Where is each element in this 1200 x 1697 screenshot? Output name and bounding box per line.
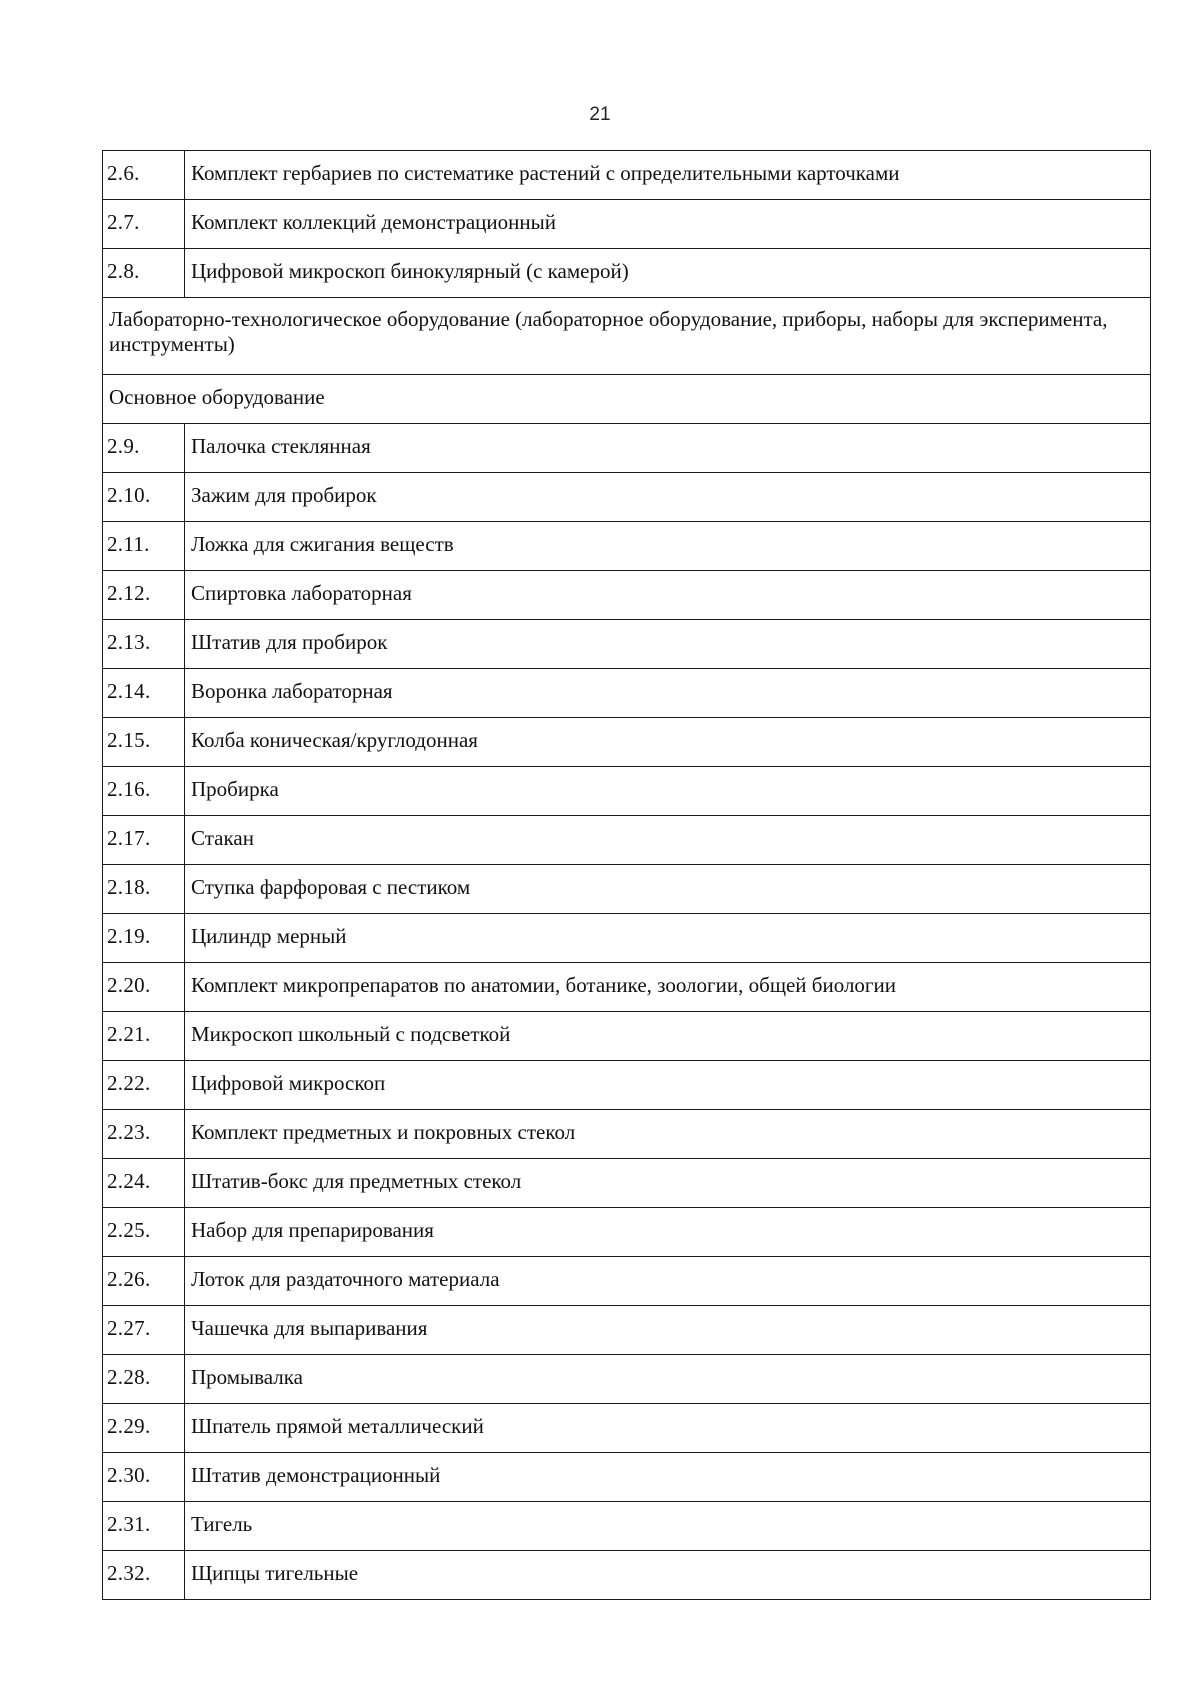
- item-number-cell: 2.9.: [103, 424, 185, 473]
- item-name-cell: Комплект гербариев по систематике растений с определительными карточками: [185, 151, 1151, 200]
- item-number-cell: 2.11.: [103, 522, 185, 571]
- item-number-cell: 2.23.: [103, 1110, 185, 1159]
- section-header-cell: Основное оборудование: [103, 375, 1151, 424]
- table-row: [103, 1306, 1151, 1355]
- item-number-cell: 2.32.: [103, 1551, 185, 1600]
- table-row: [103, 1061, 1151, 1110]
- item-number-cell: 2.8.: [103, 249, 185, 298]
- table-row: [103, 200, 1151, 249]
- item-name-cell: Чашечка для выпаривания: [185, 1306, 1151, 1355]
- item-name-cell: Штатив демонстрационный: [185, 1453, 1151, 1502]
- table-row: [103, 865, 1151, 914]
- item-number-cell: 2.31.: [103, 1502, 185, 1551]
- item-name-cell: Пробирка: [185, 767, 1151, 816]
- table-row: [103, 718, 1151, 767]
- section-header-row: [103, 375, 1151, 424]
- item-number-cell: 2.25.: [103, 1208, 185, 1257]
- item-name-cell: Штатив-бокс для предметных стекол: [185, 1159, 1151, 1208]
- table-row: [103, 620, 1151, 669]
- item-name-cell: Штатив для пробирок: [185, 620, 1151, 669]
- page-number: 21: [589, 104, 611, 125]
- item-number-cell: 2.15.: [103, 718, 185, 767]
- item-name-cell: Цифровой микроскоп: [185, 1061, 1151, 1110]
- item-name-cell: Воронка лабораторная: [185, 669, 1151, 718]
- item-name-cell: Спиртовка лабораторная: [185, 571, 1151, 620]
- item-number-cell: 2.24.: [103, 1159, 185, 1208]
- item-number-cell: 2.20.: [103, 963, 185, 1012]
- table-row: [103, 424, 1151, 473]
- table-row: [103, 473, 1151, 522]
- table-row: [103, 1355, 1151, 1404]
- item-number-cell: 2.13.: [103, 620, 185, 669]
- table-row: [103, 1502, 1151, 1551]
- item-number-cell: 2.27.: [103, 1306, 185, 1355]
- equipment-table: [102, 150, 1151, 1600]
- item-number-cell: 2.14.: [103, 669, 185, 718]
- item-name-cell: Микроскоп школьный с подсветкой: [185, 1012, 1151, 1061]
- table-row: [103, 1012, 1151, 1061]
- table-row: [103, 249, 1151, 298]
- section-header-row: [103, 298, 1151, 375]
- item-name-cell: Палочка стеклянная: [185, 424, 1151, 473]
- table-row: [103, 1453, 1151, 1502]
- table-row: [103, 914, 1151, 963]
- table-row: [103, 151, 1151, 200]
- item-name-cell: Цифровой микроскоп бинокулярный (с камерой): [185, 249, 1151, 298]
- table-row: [103, 816, 1151, 865]
- item-number-cell: 2.17.: [103, 816, 185, 865]
- equipment-table-body: [103, 151, 1151, 1600]
- item-number-cell: 2.28.: [103, 1355, 185, 1404]
- section-header-cell: Лабораторно-технологическое оборудование (лабораторное оборудование, приборы, наборы для эксперимента, инструменты): [103, 298, 1151, 375]
- table-row: [103, 1208, 1151, 1257]
- item-name-cell: Ступка фарфоровая с пестиком: [185, 865, 1151, 914]
- table-row: [103, 1551, 1151, 1600]
- item-name-cell: Колба коническая/круглодонная: [185, 718, 1151, 767]
- item-name-cell: Лоток для раздаточного материала: [185, 1257, 1151, 1306]
- item-name-cell: Тигель: [185, 1502, 1151, 1551]
- item-name-cell: Комплект коллекций демонстрационный: [185, 200, 1151, 249]
- table-row: [103, 963, 1151, 1012]
- table-row: [103, 1257, 1151, 1306]
- item-name-cell: Зажим для пробирок: [185, 473, 1151, 522]
- item-name-cell: Промывалка: [185, 1355, 1151, 1404]
- item-number-cell: 2.21.: [103, 1012, 185, 1061]
- item-name-cell: Ложка для сжигания веществ: [185, 522, 1151, 571]
- item-name-cell: Комплект предметных и покровных стекол: [185, 1110, 1151, 1159]
- item-number-cell: 2.16.: [103, 767, 185, 816]
- item-number-cell: 2.6.: [103, 151, 185, 200]
- table-row: [103, 1159, 1151, 1208]
- item-number-cell: 2.19.: [103, 914, 185, 963]
- item-name-cell: Стакан: [185, 816, 1151, 865]
- item-number-cell: 2.18.: [103, 865, 185, 914]
- item-name-cell: Комплект микропрепаратов по анатомии, ботанике, зоологии, общей биологии: [185, 963, 1151, 1012]
- item-name-cell: Шпатель прямой металлический: [185, 1404, 1151, 1453]
- item-number-cell: 2.29.: [103, 1404, 185, 1453]
- table-row: [103, 522, 1151, 571]
- item-number-cell: 2.7.: [103, 200, 185, 249]
- item-name-cell: Щипцы тигельные: [185, 1551, 1151, 1600]
- item-number-cell: 2.30.: [103, 1453, 185, 1502]
- table-row: [103, 1110, 1151, 1159]
- table-row: [103, 669, 1151, 718]
- item-name-cell: Цилиндр мерный: [185, 914, 1151, 963]
- table-row: [103, 1404, 1151, 1453]
- equipment-table-container: [102, 150, 1150, 1600]
- item-number-cell: 2.10.: [103, 473, 185, 522]
- item-name-cell: Набор для препарирования: [185, 1208, 1151, 1257]
- item-number-cell: 2.12.: [103, 571, 185, 620]
- table-row: [103, 767, 1151, 816]
- table-row: [103, 571, 1151, 620]
- item-number-cell: 2.26.: [103, 1257, 185, 1306]
- item-number-cell: 2.22.: [103, 1061, 185, 1110]
